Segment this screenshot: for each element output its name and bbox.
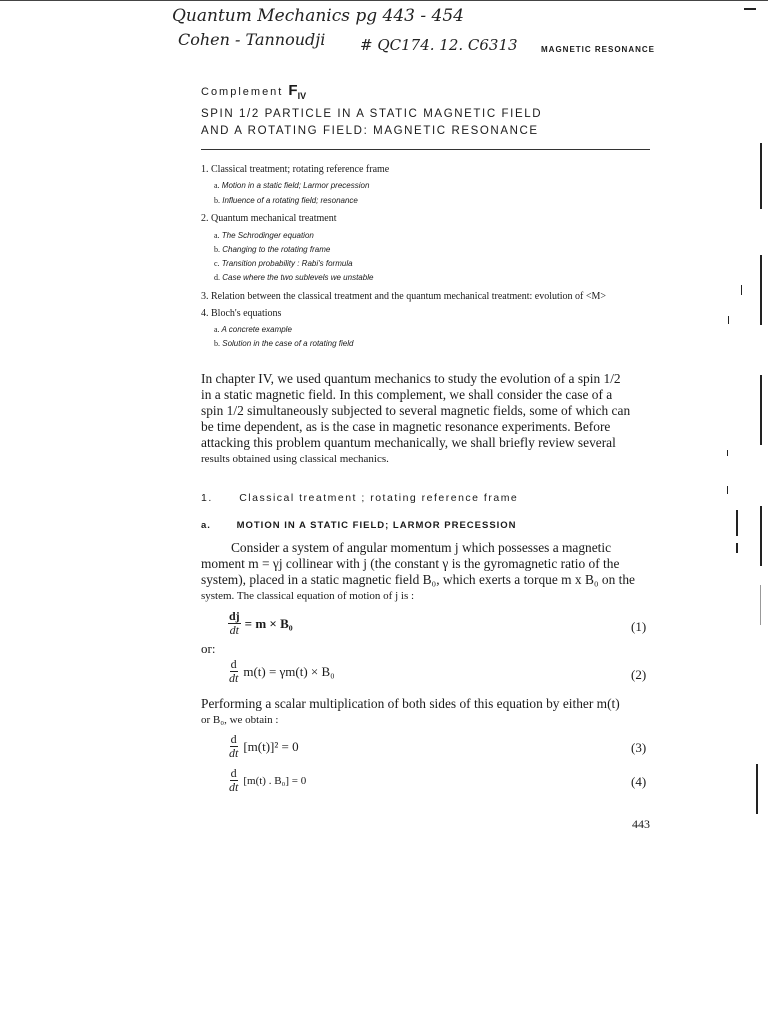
scan-margin-mark [760, 375, 762, 445]
complement-label [201, 82, 306, 101]
scan-margin-mark [736, 510, 738, 536]
handwritten-call-number: # QC174. 12. C6313 [360, 36, 518, 54]
equation-2 [228, 658, 335, 685]
complement-title-line1: SPIN 1/2 PARTICLE IN A STATIC MAGNETIC FIELD [201, 108, 543, 120]
subsection-letter: a. [201, 520, 211, 531]
complement-title-line2: AND A ROTATING FIELD: MAGNETIC RESONANCE [201, 125, 539, 137]
toc-subitem: b. Changing to the rotating frame [214, 245, 331, 254]
toc-subitem: a. The Schrodinger equation [214, 231, 314, 240]
paragraph-line: Performing a scalar multiplication of both sides of this equation by either m(t) [201, 696, 620, 711]
scan-margin-mark [727, 486, 728, 494]
scan-margin-mark [756, 764, 758, 814]
paragraph-line: spin 1/2 simultaneously subjected to several magnetic fields, some of which can [201, 403, 631, 418]
equation-rhs: [m(t) . B₀] = 0 [243, 774, 307, 787]
scan-margin-mark [744, 8, 756, 10]
derivative-fraction: $\frac{d}{dt}$ [229, 657, 239, 685]
scan-margin-mark [736, 543, 738, 553]
section-number: 1. [201, 492, 213, 504]
scan-margin-mark [760, 255, 762, 325]
subsection-title: MOTION IN A STATIC FIELD; LARMOR PRECESSION [236, 520, 517, 531]
title-rule [201, 149, 650, 150]
equation-1-number: (1) [631, 619, 647, 634]
derivative-fraction: $\frac{d}{dt}$ [229, 732, 239, 760]
toc-item-3: 3. Relation between the classical treatment and the quantum mechanical treatment: evolution of <M> [201, 291, 607, 302]
equation-3-number: (3) [631, 740, 647, 755]
equation-1 [228, 610, 293, 637]
section-1-heading [201, 492, 518, 504]
derivative-fraction: $\frac{d}{dt}$ [229, 766, 239, 794]
paragraph-line: system), placed in a static magnetic field B₀, which exerts a torque m x B₀ on the [201, 572, 635, 587]
paragraph-line: In chapter IV, we used quantum mechanics to study the evolution of a spin 1/2 [201, 371, 621, 386]
scan-top-edge [0, 0, 768, 1]
scan-margin-mark [741, 285, 742, 295]
complement-number-subscript: IV [297, 91, 307, 101]
paragraph-line: Consider a system of angular momentum j which possesses a magnetic [231, 540, 612, 555]
complement-number: $F_{IV}$ [288, 82, 307, 101]
equation-2-number: (2) [631, 667, 647, 682]
derivative-fraction: $\frac{dj}{dt}$ [229, 609, 240, 637]
toc-subitem: c. Transition probability : Rabi's formula [214, 259, 353, 268]
scan-margin-mark [727, 450, 728, 456]
subsection-a-heading [201, 520, 517, 531]
paragraph-line: or B₀, we obtain : [201, 714, 279, 726]
toc-subitem: b. Influence of a rotating field; resonance [214, 196, 358, 205]
toc-item-4: 4. Bloch's equations [201, 308, 282, 319]
equation-4 [228, 767, 306, 794]
equation-3 [228, 733, 299, 760]
toc-subitem: a. A concrete example [214, 325, 292, 334]
paragraph-line: attacking this problem quantum mechanically, we shall briefly review several [201, 435, 616, 450]
toc-subitem: d. Case where the two sublevels we unstable [214, 273, 374, 282]
paragraph-line: moment m = γj collinear with j (the constant γ is the gyromagnetic ratio of the [201, 556, 620, 571]
scan-margin-mark [760, 506, 762, 566]
running-head: MAGNETIC RESONANCE [541, 45, 656, 54]
complement-title [201, 106, 542, 140]
scan-margin-mark [728, 316, 729, 324]
handwritten-note-author: Cohen - Tannoudji [178, 30, 326, 49]
section-title: Classical treatment ; rotating reference frame [239, 492, 519, 504]
intro-paragraph [201, 371, 630, 467]
toc-subitem: a. Motion in a static field; Larmor precession [214, 181, 370, 190]
equation-4-number: (4) [631, 774, 647, 789]
complement-word: Complement [201, 86, 284, 98]
scan-margin-mark [760, 585, 761, 625]
paragraph-line: in a static magnetic field. In this complement, we shall consider the case of a [201, 387, 613, 402]
equation-rhs: [m(t)]² = 0 [243, 738, 299, 754]
paragraph-line: system. The classical equation of motion of j is : [201, 590, 415, 602]
handwritten-note-title: Quantum Mechanics pg 443 - 454 [172, 6, 464, 26]
equation-rhs: = m × B₀ [244, 615, 293, 631]
equation-rhs: m(t) = γm(t) × B₀ [243, 663, 335, 679]
page-number: 443 [632, 817, 650, 831]
scan-margin-mark [760, 143, 762, 209]
paragraph-line: be time dependent, as is the case in magnetic resonance experiments. Before [201, 419, 611, 434]
or-text: or: [201, 641, 216, 656]
body-paragraph-2 [201, 540, 635, 604]
toc-item-2: 2. Quantum mechanical treatment [201, 213, 337, 224]
paragraph-line: results obtained using classical mechanics. [201, 453, 389, 465]
toc-item-1: 1. Classical treatment; rotating reference frame [201, 164, 390, 175]
body-paragraph-3 [201, 696, 620, 728]
toc-subitem: b. Solution in the case of a rotating field [214, 339, 354, 348]
